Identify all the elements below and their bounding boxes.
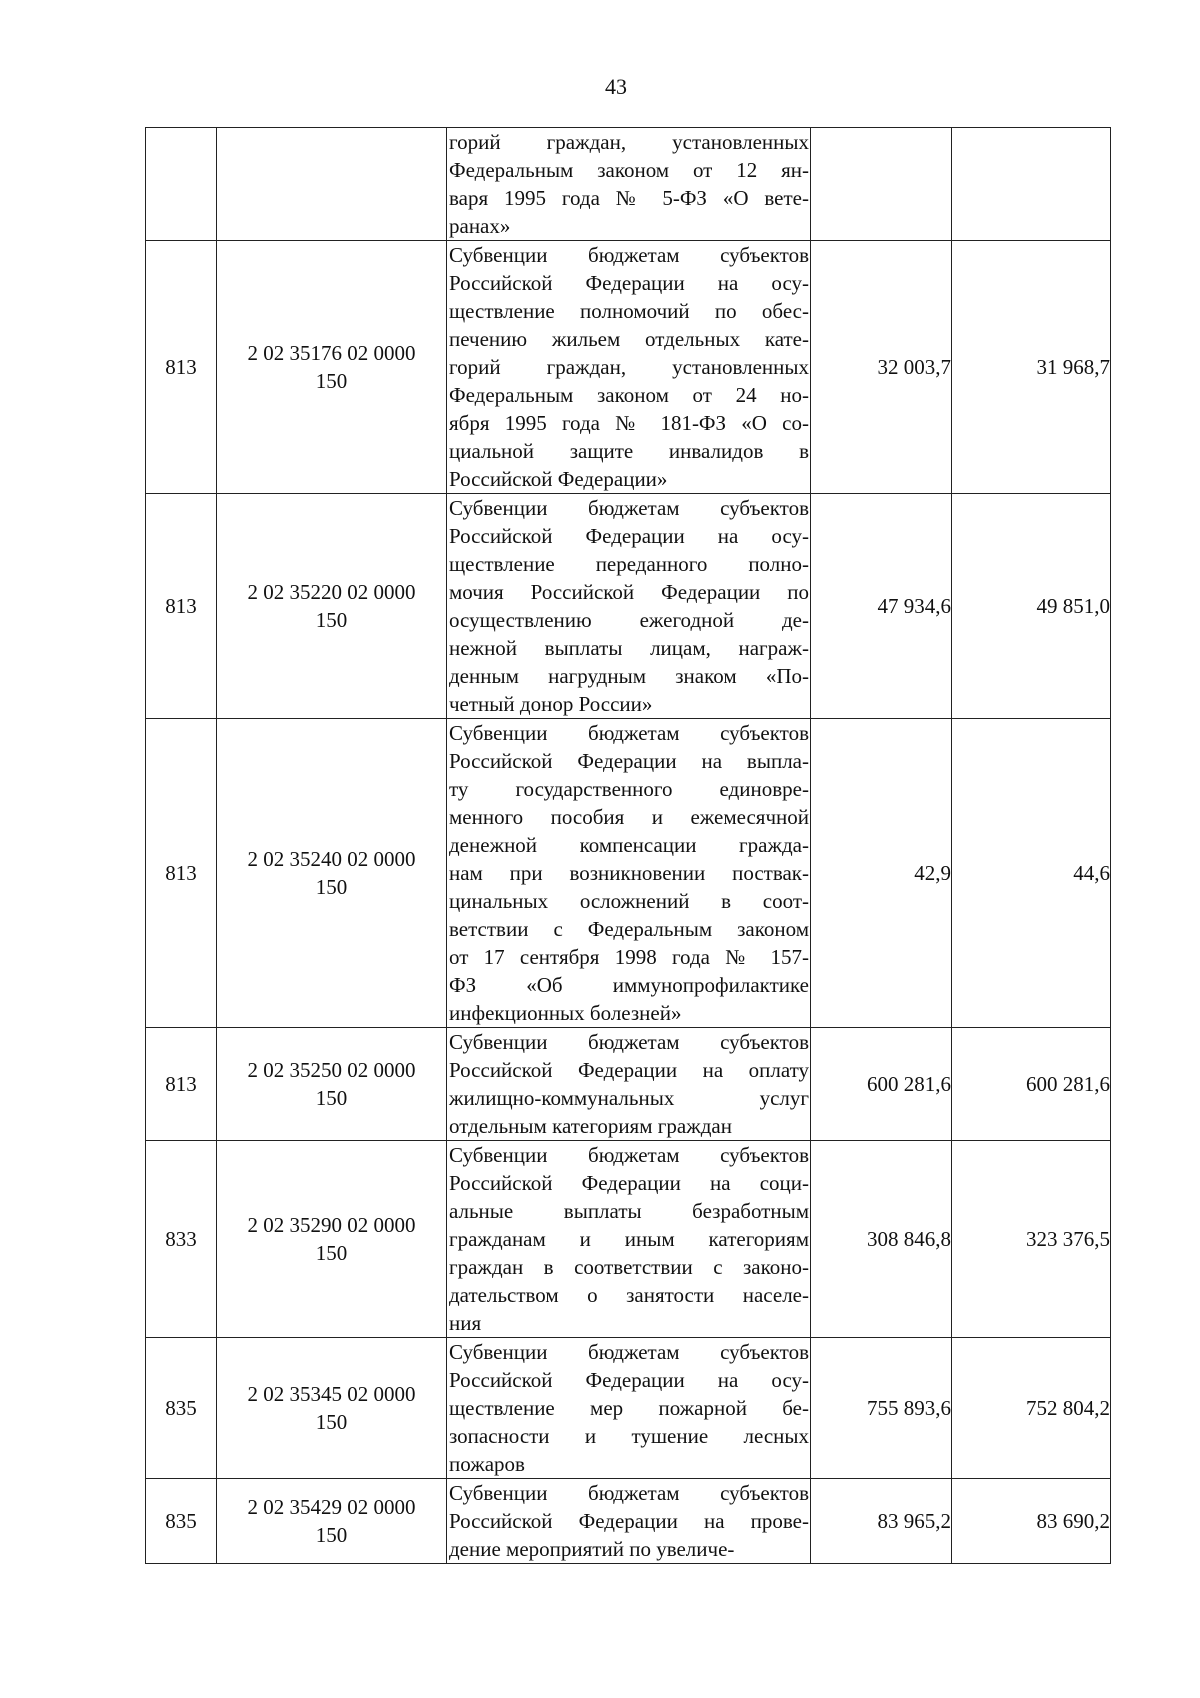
budget-code-line: 150 [315, 1241, 348, 1265]
revenue-name-line: четный донор России» [449, 692, 653, 716]
budget-code-cell [217, 128, 447, 241]
revenue-name-line: Субвенции бюджетам субъектов [449, 1143, 809, 1167]
revenue-name-line: Субвенции бюджетам субъектов [449, 243, 809, 267]
amount-year2-cell: 323 376,5 [952, 1141, 1111, 1338]
budget-code-line: 150 [315, 875, 348, 899]
revenue-name-line: ФЗ «Об иммунопрофилактике [449, 973, 809, 997]
revenue-name-line: зопасности и тушение лесных [449, 1424, 809, 1448]
revenue-name-line: граждан в соответствии с законо- [449, 1255, 809, 1279]
revenue-name-line: Российской Федерации на осу- [449, 1368, 809, 1392]
admin-code-cell: 813 [146, 494, 217, 719]
admin-code-cell: 813 [146, 1028, 217, 1141]
amount-year1-cell: 32 003,7 [811, 241, 952, 494]
revenue-name-cell [447, 719, 811, 1028]
budget-code-cell [217, 1338, 447, 1479]
revenue-name-line: от 17 сентября 1998 года № 157- [449, 945, 809, 969]
revenue-name-line: Субвенции бюджетам субъектов [449, 1340, 809, 1364]
budget-code-line: 150 [315, 1410, 348, 1434]
revenue-name-line: Федеральным законом от 24 но- [449, 383, 809, 407]
revenue-name-line: циальной защите инвалидов в [449, 439, 809, 463]
revenue-name-line: цинальных осложнений в соот- [449, 889, 809, 913]
revenue-name-line: Российской Федерации на осу- [449, 271, 809, 295]
revenue-name-line: Субвенции бюджетам субъектов [449, 496, 809, 520]
amount-year1-cell: 83 965,2 [811, 1479, 952, 1564]
budget-code-cell [217, 1479, 447, 1564]
table-row [146, 128, 1111, 241]
revenue-name-cell [447, 241, 811, 494]
revenue-name-line: Российской Федерации на осу- [449, 524, 809, 548]
amount-year2-cell: 752 804,2 [952, 1338, 1111, 1479]
admin-code-cell [146, 128, 217, 241]
budget-code-line: 2 02 35240 02 0000 [247, 847, 416, 871]
amount-year1-cell: 308 846,8 [811, 1141, 952, 1338]
revenue-name-line: ществление полномочий по обес- [449, 299, 809, 323]
amount-year2-cell [952, 128, 1111, 241]
revenue-name-line: Российской Федерации на соци- [449, 1171, 809, 1195]
table-row [146, 1479, 1111, 1564]
budget-code-line: 2 02 35429 02 0000 [247, 1495, 416, 1519]
budget-code-line: 150 [315, 1523, 348, 1547]
revenue-name-line: отдельным категориям граждан [449, 1114, 732, 1138]
budget-code-cell [217, 719, 447, 1028]
revenue-name-line: дение мероприятий по увеличе- [449, 1537, 735, 1561]
revenue-name-line: Российской Федерации на оплату [449, 1058, 809, 1082]
revenue-name-cell [447, 128, 811, 241]
revenue-name-line: горий граждан, установленных [449, 355, 809, 379]
budget-code-line: 2 02 35250 02 0000 [247, 1058, 416, 1082]
amount-year1-cell: 42,9 [811, 719, 952, 1028]
budget-code-line: 2 02 35220 02 0000 [247, 580, 416, 604]
revenue-name-line: менного пособия и ежемесячной [449, 805, 809, 829]
revenue-name-line: жилищно-коммунальных услуг [449, 1086, 809, 1110]
page-number: 43 [605, 74, 627, 99]
budget-code-cell [217, 241, 447, 494]
budget-code-line: 2 02 35176 02 0000 [247, 341, 416, 365]
revenue-name-line: Субвенции бюджетам субъектов [449, 721, 809, 745]
budget-code-cell [217, 1028, 447, 1141]
revenue-name-line: денным нагрудным знаком «По- [449, 664, 809, 688]
revenue-name-line: ветствии с Федеральным законом [449, 917, 809, 941]
budget-code-cell [217, 494, 447, 719]
revenue-name-line: ту государственного единовре- [449, 777, 809, 801]
amount-year2-cell: 83 690,2 [952, 1479, 1111, 1564]
revenue-name-line: Субвенции бюджетам субъектов [449, 1481, 809, 1505]
revenue-name-cell [447, 1479, 811, 1564]
budget-code-line: 2 02 35290 02 0000 [247, 1213, 416, 1237]
budget-code-line: 150 [315, 1086, 348, 1110]
admin-code-cell: 835 [146, 1338, 217, 1479]
revenue-name-line: горий граждан, установленных [449, 130, 809, 154]
revenue-name-line: дательством о занятости населе- [449, 1283, 809, 1307]
admin-code-cell: 813 [146, 241, 217, 494]
revenue-name-line: ния [449, 1311, 482, 1335]
amount-year2-cell: 600 281,6 [952, 1028, 1111, 1141]
revenue-name-line: варя 1995 года № 5-ФЗ «О вете- [449, 186, 809, 210]
revenue-name-line: нам при возникновении поствак- [449, 861, 809, 885]
revenue-name-cell [447, 1338, 811, 1479]
revenue-name-line: гражданам и иным категориям [449, 1227, 809, 1251]
revenue-name-line: Российской Федерации» [449, 467, 668, 491]
revenue-name-line: пожаров [449, 1452, 525, 1476]
revenue-name-line: ществление мер пожарной бе- [449, 1396, 809, 1420]
budget-code-line: 150 [315, 369, 348, 393]
revenue-name-line: денежной компенсации гражда- [449, 833, 809, 857]
revenue-name-line: осуществлению ежегодной де- [449, 608, 809, 632]
revenue-name-line: ществление переданного полно- [449, 552, 809, 576]
revenue-name-line: Субвенции бюджетам субъектов [449, 1030, 809, 1054]
amount-year2-cell: 31 968,7 [952, 241, 1111, 494]
table-row [146, 1141, 1111, 1338]
amount-year2-cell: 44,6 [952, 719, 1111, 1028]
revenue-name-cell [447, 1028, 811, 1141]
amount-year1-cell: 47 934,6 [811, 494, 952, 719]
amount-year2-cell: 49 851,0 [952, 494, 1111, 719]
table-row [146, 1028, 1111, 1141]
revenue-name-cell [447, 1141, 811, 1338]
table-row [146, 241, 1111, 494]
table-row [146, 1338, 1111, 1479]
revenue-name-line: инфекционных болезней» [449, 1001, 682, 1025]
revenue-name-cell [447, 494, 811, 719]
revenue-name-line: Российской Федерации на прове- [449, 1509, 809, 1533]
admin-code-cell: 833 [146, 1141, 217, 1338]
amount-year1-cell [811, 128, 952, 241]
revenue-name-line: нежной выплаты лицам, награж- [449, 636, 809, 660]
amount-year1-cell: 755 893,6 [811, 1338, 952, 1479]
budget-code-line: 2 02 35345 02 0000 [247, 1382, 416, 1406]
table-row [146, 494, 1111, 719]
revenue-name-line: ранах» [449, 214, 511, 238]
budget-table [145, 127, 1111, 1564]
admin-code-cell: 835 [146, 1479, 217, 1564]
budget-code-line: 150 [315, 608, 348, 632]
revenue-name-line: печению жильем отдельных кате- [449, 327, 809, 351]
amount-year1-cell: 600 281,6 [811, 1028, 952, 1141]
revenue-name-line: альные выплаты безработным [449, 1199, 809, 1223]
admin-code-cell: 813 [146, 719, 217, 1028]
table-row [146, 719, 1111, 1028]
revenue-name-line: Российской Федерации на выпла- [449, 749, 809, 773]
budget-code-cell [217, 1141, 447, 1338]
revenue-name-line: ября 1995 года № 181-ФЗ «О со- [449, 411, 809, 435]
revenue-name-line: мочия Российской Федерации по [449, 580, 809, 604]
revenue-name-line: Федеральным законом от 12 ян- [449, 158, 809, 182]
